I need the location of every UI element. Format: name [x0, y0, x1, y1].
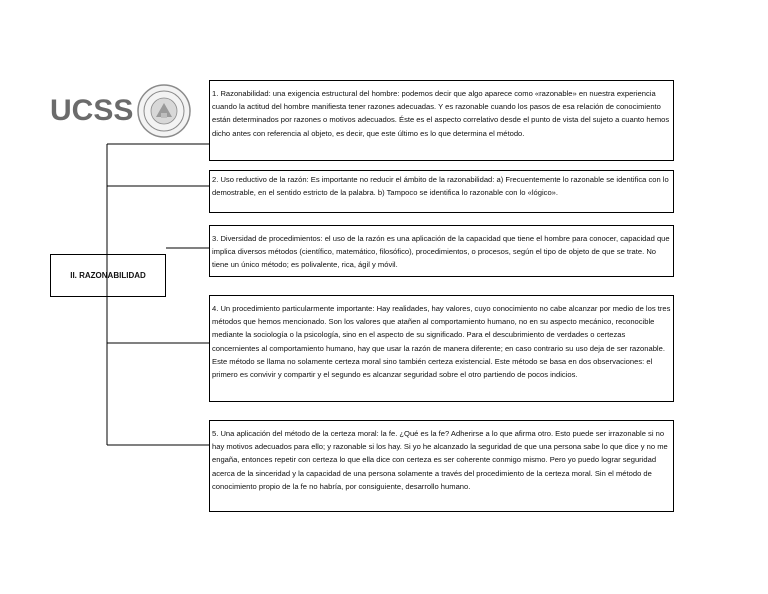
university-seal-icon — [136, 83, 192, 139]
box-3-text: 3. Diversidad de procedimientos: el uso de la razón es una aplicación de la capacidad que tiene el hombre para conocer, capacidad que implica diversos métodos (científico, matemático, filosófico), procedimientos, o procesos, según el tipo de objeto de que se trate. No tiene un único método; es polivalente, rica, ágil y móvil. — [212, 234, 670, 270]
box-procedimiento-importante — [209, 295, 674, 402]
box-certeza-moral-fe — [209, 420, 674, 512]
box-diversidad-procedimientos — [209, 225, 674, 277]
box-2-text: 2. Uso reductivo de la razón: Es importante no reducir el ámbito de la razonabilidad: a) Frecuentemente lo razonable se identifica con lo demostrable, en el sentido estricto de la palabra. b) Tampoco se identifica lo razonable con lo «lógico». — [212, 175, 669, 198]
box-5-text: 5. Una aplicación del método de la certeza moral: la fe. ¿Qué es la fe? Adherirse a lo que afirma otro. Esto puede ser irrazonable si no hay motivos adecuados para ello; y razonable si los hay. Si yo he alcanzado la seguridad de que una persona sabe lo que dice y no me engaña, entonces repetir con certeza lo que ella dice con certeza es ser coherente conmigo mismo. Pero yo puedo lograr seguridad acerca de la sinceridad y la capacidad de una persona solamente a través del procedimiento de la certeza moral. Sin el método de conocimiento propio de la fe no habría, por consiguiente, desarrollo humano. — [212, 429, 668, 491]
root-node — [50, 254, 166, 297]
box-4-text: 4. Un procedimiento particularmente importante: Hay realidades, hay valores, cuyo conocimiento no cabe alcanzar por medio de los tres métodos que hemos mencionado. Son los valores que atañen al comportamiento humano, no en su aspecto mecánico, reconocible mediante la sociología o la psicología, sino en el aspecto de su significado. Para el descubrimiento de verdades o certezas concernientes al comportamiento humano, hay que usar la razón de manera diferente; en caso contrario su uso deja de ser razonable. Este método se llama no solamente certeza moral sino también certeza existencial. Este método se basa en dos observaciones: el primero es convivir y compartir y el segundo es alcanzar seguridad sobre el otro partiendo de pocos indicios. — [212, 304, 671, 380]
root-label: II. RAZONABILIDAD — [70, 271, 146, 280]
ucss-logo — [50, 83, 195, 139]
box-1-text: 1. Razonabilidad: una exigencia estructural del hombre: podemos decir que algo aparece como «razonable» en nuestra experiencia cuando la actitud del hombre manifiesta tener razones adecuadas. Y es razonable cuando los pasos de esa relación de conocimiento están determinados por razones o motivos adecuados. Éste es el aspecto correlativo desde el punto de vista del sujeto a cuanto hemos dicho antes con referencia al objeto, es decir, que este último es lo que determina el método. — [212, 89, 670, 138]
logo-text: UCSS — [50, 94, 134, 127]
box-uso-reductivo — [209, 170, 674, 213]
box-razonabilidad — [209, 80, 674, 161]
